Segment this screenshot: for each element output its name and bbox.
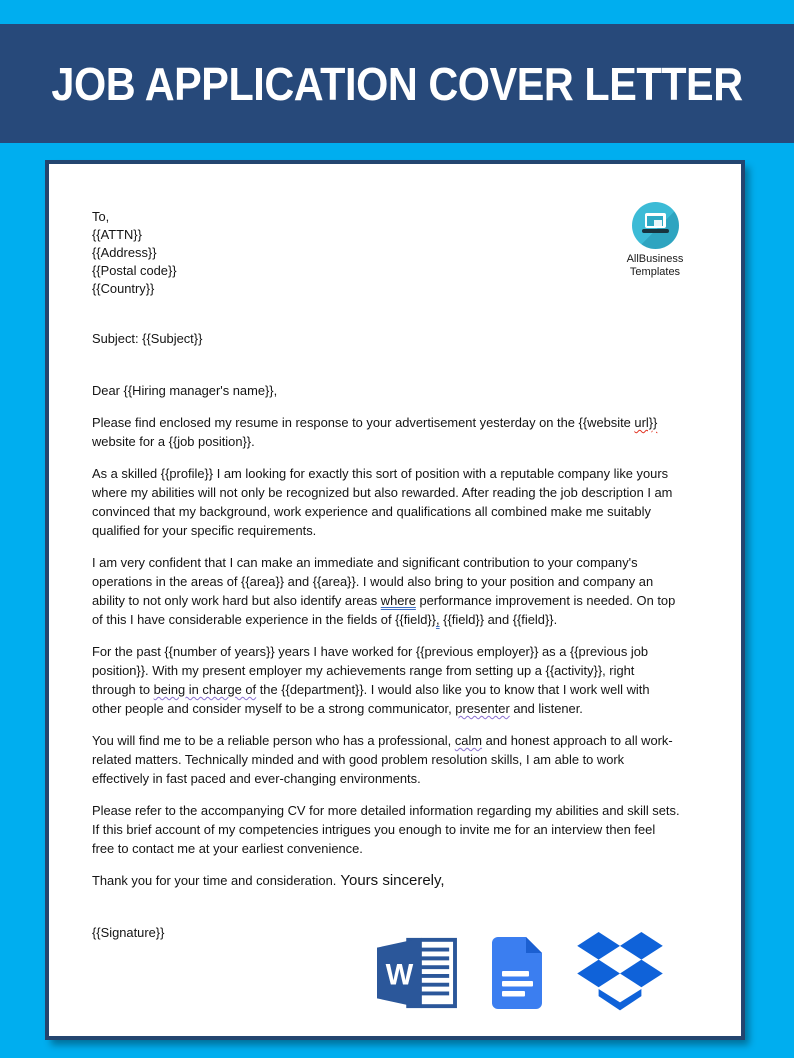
letter-body <box>92 208 680 942</box>
letter-paragraph: Please refer to the accompanying CV for more detailed information regarding my abilities and skill sets. If this brief account of my competencies intrigues you enough to invite me for an interview then feel free to contact me at your earliest convenience. <box>92 803 680 856</box>
recipient-line: {{ATTN}} <box>92 227 142 242</box>
format-icons-row <box>371 932 667 1014</box>
logo-text-line2: Templates <box>629 266 681 278</box>
logo-text-line1: AllBusiness <box>626 253 684 265</box>
page-title: JOB APPLICATION COVER LETTER <box>51 57 743 110</box>
salutation: Dear {{Hiring manager's name}}, <box>92 383 278 398</box>
word-letter-glyph: W <box>385 959 414 992</box>
closing-line <box>92 871 680 890</box>
recipient-block <box>92 208 680 298</box>
letter-paragraph: I am very confident that I can make an immediate and significant contribution to your company's operations in the areas of {{area}} and {{area}}. I would also bring to your position and company an ability to not only work hard but also identify areas where performance improvement is needed. On top of this I have considerable experience in the fields of {{field}}, {{field}} and {{field}}. <box>92 555 676 627</box>
recipient-line: {{Address}} <box>92 245 157 260</box>
signoff-text: Yours sincerely, <box>340 872 445 889</box>
closing-text: Thank you for your time and consideration. <box>92 873 337 888</box>
signature-placeholder: {{Signature}} <box>92 925 165 940</box>
recipient-line: {{Postal code}} <box>92 263 177 278</box>
google-docs-icon[interactable] <box>488 935 546 1011</box>
letter-paragraph: You will find me to be a reliable person who has a professional, calm and honest approach to all work-related matters. Technically minded and with good problem resolution skills, I am able to work effectively in fast paced and ever-changing environments. <box>92 733 673 786</box>
header-band <box>0 24 794 143</box>
letter-paragraph: As a skilled {{profile}} I am looking for exactly this sort of position with a reputable company like yours where my abilities will not only be recognized but also rewarded. After reading the job description I am convinced that my background, work experience and qualifications all combined make me suitably qualified for your specific requirements. <box>92 466 673 538</box>
recipient-line: To, <box>92 209 110 224</box>
letter-page <box>45 160 745 1040</box>
subject-line: Subject: {{Subject}} <box>92 331 203 346</box>
dropbox-icon[interactable] <box>573 932 667 1014</box>
letter-paragraph: For the past {{number of years}} years I have worked for {{previous employer}} as a {{previous job position}}. With my present employer my achievements range from setting up a {{activity}}, right through to being in charge of the {{department}}. I would also like you to know that I work well with other people and consider myself to be a strong communicator, presenter and listener. <box>92 644 650 716</box>
letter-paragraph: Please find enclosed my resume in response to your advertisement yesterday on the {{website url}} website for a {{job position}}. <box>92 415 658 449</box>
recipient-line: {{Country}} <box>92 281 155 296</box>
microsoft-word-icon[interactable] <box>371 934 461 1012</box>
